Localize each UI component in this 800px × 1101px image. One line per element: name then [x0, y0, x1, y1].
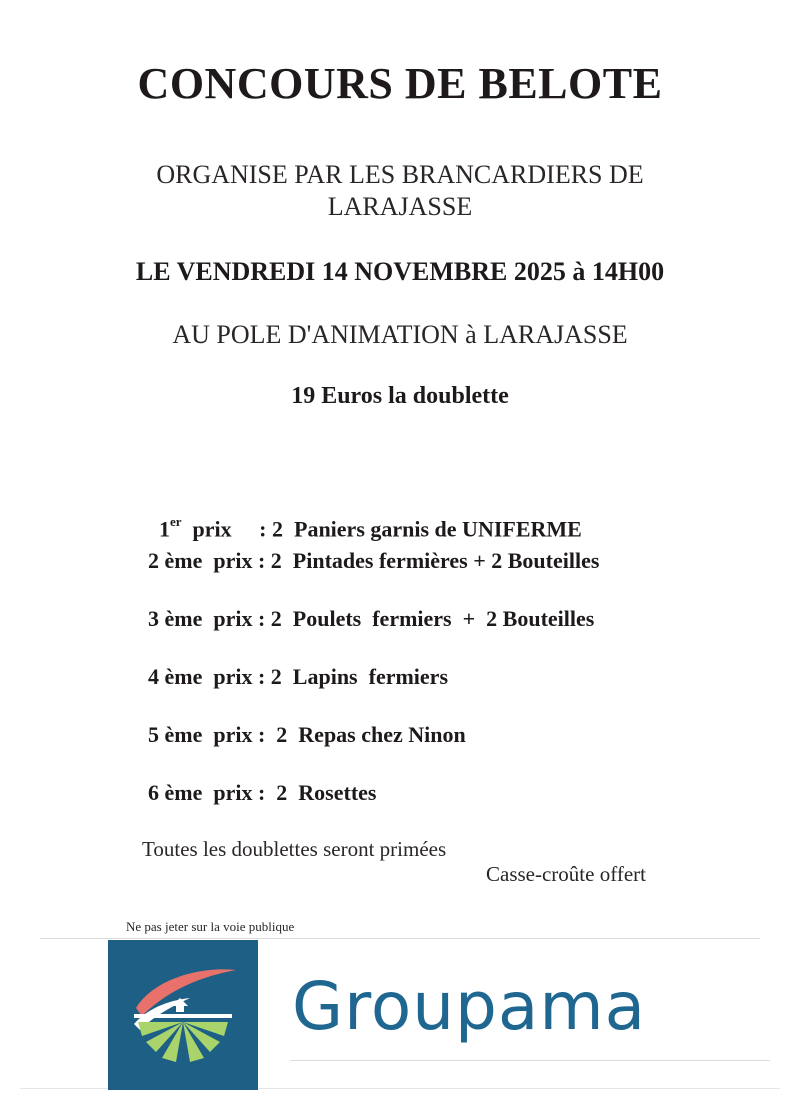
- prize-rank: 4: [148, 664, 159, 689]
- entry-price: 19 Euros la doublette: [291, 383, 509, 409]
- organizer-line-2: LARAJASSE: [327, 192, 473, 221]
- event-venue: AU POLE D'ANIMATION à LARAJASSE: [172, 320, 628, 349]
- prize-separator: :: [252, 548, 271, 573]
- prize-separator: :: [252, 722, 277, 747]
- prize-reward: 2 Repas chez Ninon: [276, 722, 466, 747]
- prize-line: [148, 548, 599, 574]
- all-rewarded-note: Toutes les doublettes seront primées: [142, 837, 447, 861]
- prize-line: [148, 780, 377, 806]
- organizer-line-1: ORGANISE PAR LES BRANCARDIERS DE: [156, 160, 644, 189]
- prize-rank: 5: [148, 722, 159, 747]
- prize-line: [148, 490, 582, 542]
- prize-line: [148, 606, 594, 632]
- prize-separator: :: [231, 516, 272, 542]
- prize-line: [148, 722, 466, 748]
- prize-rank: 2: [148, 548, 159, 573]
- prize-reward: 2 Paniers garnis de UNIFERME: [272, 516, 582, 542]
- prize-rank-word: ème prix: [164, 722, 253, 747]
- prize-rank: 6: [148, 780, 159, 805]
- disposal-note: Ne pas jeter sur la voie publique: [126, 919, 295, 934]
- prize-rank: 3: [148, 606, 159, 631]
- prize-separator: :: [252, 664, 271, 689]
- prize-rank-word: ème prix: [164, 780, 253, 805]
- prize-reward: 2 Poulets fermiers + 2 Bouteilles: [270, 606, 595, 631]
- prize-rank-suffix: er: [170, 514, 182, 529]
- groupama-brand-name: Groupama: [292, 968, 647, 1045]
- scan-line: [40, 938, 760, 939]
- prize-reward: 2 Lapins fermiers: [270, 664, 448, 689]
- event-date: LE VENDREDI 14 NOVEMBRE 2025 à 14H00: [135, 257, 665, 286]
- prize-rank: 1: [159, 516, 170, 542]
- scan-line: [290, 1060, 770, 1061]
- prize-rank-word: ème prix: [164, 664, 253, 689]
- prize-separator: :: [252, 606, 271, 631]
- prize-rank-word: prix: [192, 516, 232, 542]
- prize-reward: 2 Rosettes: [276, 780, 377, 805]
- prize-rank-word: ème prix: [164, 606, 253, 631]
- prize-reward: 2 Pintades fermières + 2 Bouteilles: [270, 548, 600, 573]
- prize-rank-word: ème prix: [164, 548, 253, 573]
- prize-separator: :: [252, 780, 277, 805]
- snack-note: Casse-croûte offert: [486, 862, 646, 886]
- groupama-logo-icon: [108, 940, 258, 1090]
- page-title: CONCOURS DE BELOTE: [137, 59, 663, 108]
- prize-line: [148, 664, 448, 690]
